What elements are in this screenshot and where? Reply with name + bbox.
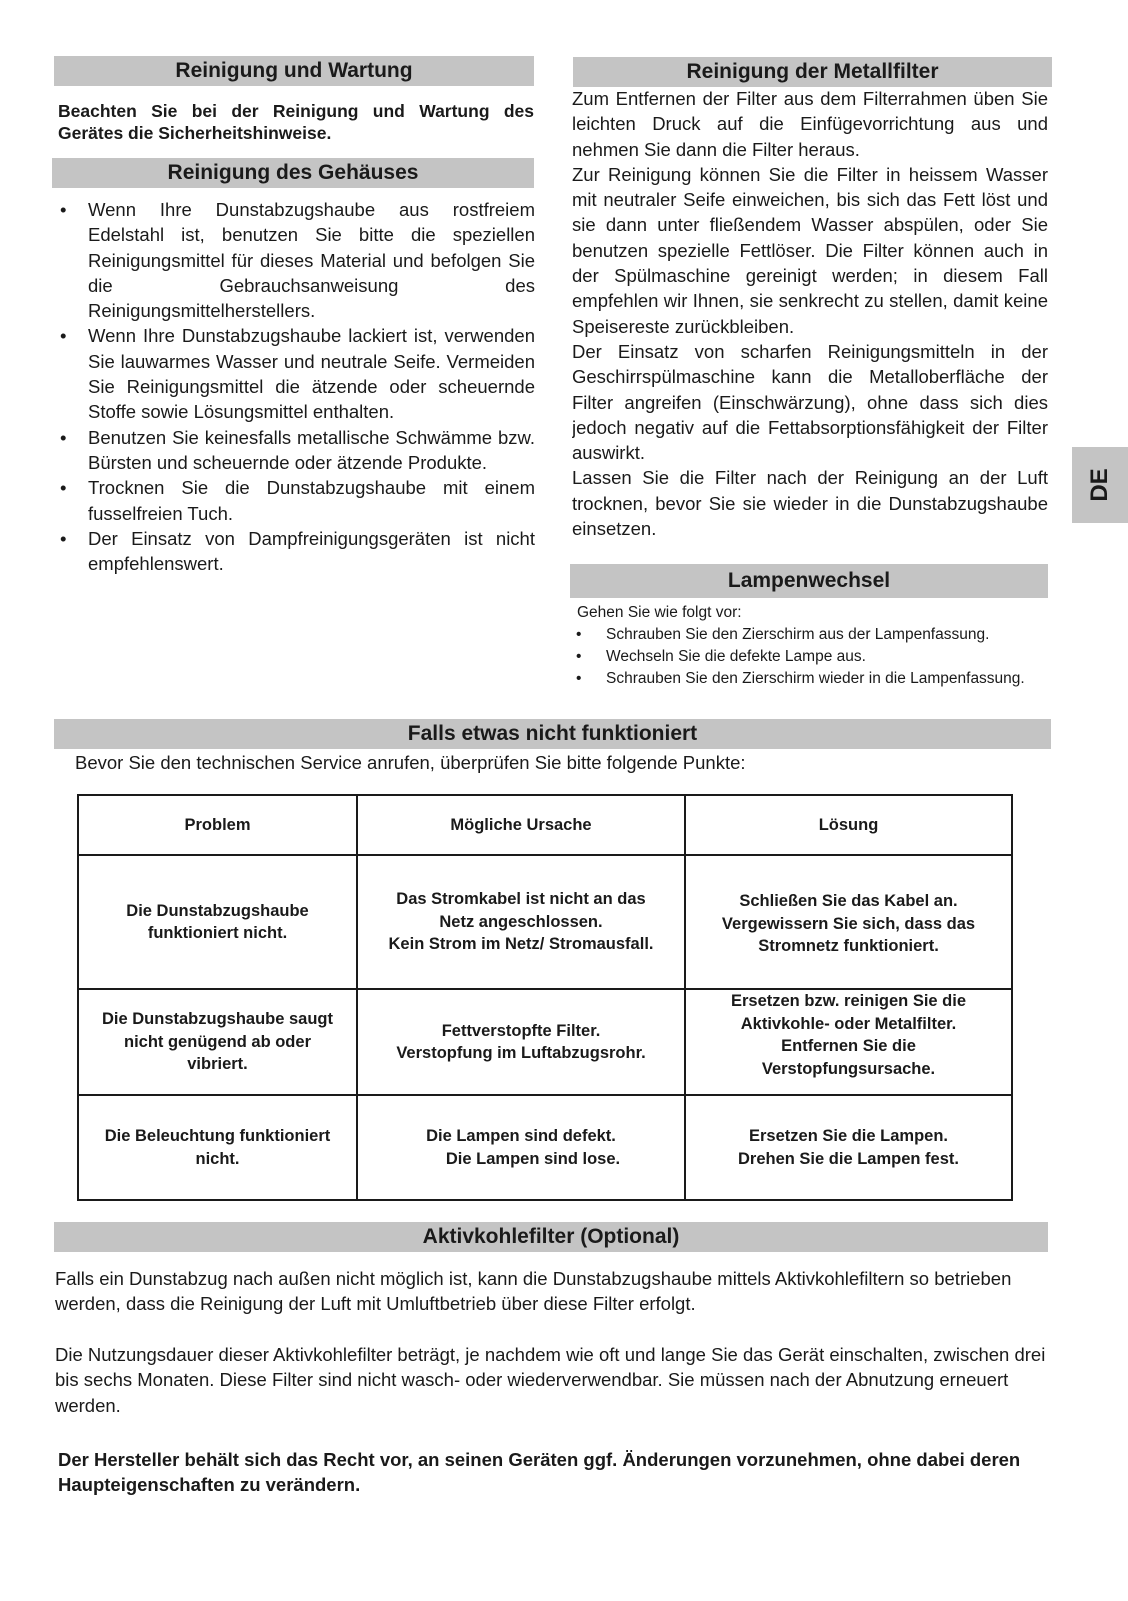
carbon-paragraph-2: Die Nutzungsdauer dieser Aktivkohlefilter beträgt, je nachdem wie oft und lange Sie das Gerät einschalten, zwischen drei bis sechs Monaten. Diese Filter sind nicht wasch- oder wiederverwendbar. Sie müssen nach der Abnutzung erneuert werden. [55,1344,1046,1416]
list-item: • Wechseln Sie die defekte Lampe aus. [576,648,866,665]
lamp-steps-list [576,624,1052,690]
paragraph: Lassen Sie die Filter nach der Reinigung an der Luft trocknen, bevor Sie sie wieder in die Dunstabzugshaube einsetzen. [572,467,1048,540]
problem-cell: Die Dunstabzugshaube funktioniert nicht. [78,855,357,989]
list-item: • Der Einsatz von Dampfreinigungsgeräten ist nicht empfehlenswert. [60,527,535,575]
list-item: • Trocknen Sie die Dunstabzugshaube mit einem fusselfreien Tuch. [60,477,535,524]
column-header-cause: Mögliche Ursache [357,795,685,855]
table-row [78,989,1012,1095]
list-item: • Wenn Ihre Dunstabzugshaube lackiert ist, verwenden Sie lauwarmes Wasser und neutrale Seife. Vermeiden Sie Reinigungsmittel die ätzende oder scheuernde Stoffe sowie Lösungsmittel enthalten. [60,325,535,423]
safety-notice: Beachten Sie bei der Reinigung und Wartung des Gerätes die Sicherheitshinweise. [58,101,534,143]
column-header-solution: Lösung [685,795,1012,855]
language-tab-label: DE [1086,468,1113,502]
housing-cleaning-list [56,197,535,576]
lamp-intro: Gehen Sie wie folgt vor: [577,604,742,621]
metal-filter-text [572,86,1048,562]
problem-cell: Die Beleuchtung funktioniert nicht. [78,1095,357,1200]
paragraph: Zur Reinigung können Sie die Filter in heissem Wasser mit neutraler Seife einweichen, bis sich das Fett löst und sie dann unter fließendem Wasser abspülen, oder Sie benutzen spezielle Fettlöser. Die Filter können auch in der Spülmaschine gereinigt werden; in diesem Fall empfehlen wir Ihnen, sie senkrecht zu stellen, damit keine Speisereste zurückbleiben. [572,163,1048,337]
paragraph: Zum Entfernen der Filter aus dem Filterrahmen üben Sie leichten Druck auf die Einfügevorrichtung aus und nehmen Sie dann die Filter heraus. [572,88,1048,160]
list-item: • Wenn Ihre Dunstabzugshaube aus rostfreiem Edelstahl ist, benutzen Sie bitte die speziellen Reinigungsmittel für dieses Material und befolgen Sie die Gebrauchsanweisung des Reinigungsmittelherstellers. [60,199,535,322]
cause-cell: Das Stromkabel ist nicht an das Netz angeschlossen. Kein Strom im Netz/ Stromausfall. [357,855,685,989]
paragraph: Der Einsatz von scharfen Reinigungsmitteln in der Geschirrspülmaschine kann die Metalloberfläche der Filter angreifen (Einschwärzung), ohne dass sich dies jedoch negativ auf die Fettabsorptionsfähigkeit der Filter auswirkt. [572,340,1048,464]
cause-cell: Fettverstopfte Filter. Verstopfung im Luftabzugsrohr. [357,989,685,1095]
troubleshooting-table [77,794,1013,1201]
section-header-housing-cleaning: Reinigung des Gehäuses [52,158,534,188]
troubleshooting-intro: Bevor Sie den technischen Service anrufen, überprüfen Sie bitte folgende Punkte: [75,752,746,773]
table-row [78,1095,1012,1200]
solution-cell: Ersetzen bzw. reinigen Sie die Aktivkohle- oder Metalfilter. Entfernen Sie die Verstopfungsursache. [685,989,1012,1095]
carbon-paragraph-1: Falls ein Dunstabzug nach außen nicht möglich ist, kann die Dunstabzugshaube mittels Aktivkohlefiltern so betrieben werden, dass die Reinigung der Luft mit Umluftbetrieb über diese Filter erfolgt. [55,1268,1012,1315]
list-item: • Schrauben Sie den Zierschirm wieder in die Lampenfassung. [576,670,1025,687]
language-tab [1072,447,1128,523]
column-header-problem: Problem [78,795,357,855]
list-item: • Schrauben Sie den Zierschirm aus der Lampenfassung. [576,626,990,643]
solution-cell: Schließen Sie das Kabel an. Vergewissern Sie sich, dass das Stromnetz funktioniert. [685,855,1012,989]
section-header-troubleshooting: Falls etwas nicht funktioniert [54,719,1051,749]
section-header-lamp-change: Lampenwechsel [570,564,1048,598]
table-header-row [78,795,1012,855]
manufacturer-notice: Der Hersteller behält sich das Recht vor, an seinen Geräten ggf. Änderungen vorzunehmen, ohne dabei deren Haupteigenschaften zu verändern. [58,1449,1021,1495]
table-row [78,855,1012,989]
solution-cell: Ersetzen Sie die Lampen. Drehen Sie die Lampen fest. [685,1095,1012,1200]
cause-cell: Die Lampen sind defekt. Die Lampen sind lose. [357,1095,685,1200]
section-header-cleaning-maintenance: Reinigung und Wartung [54,56,534,86]
section-header-carbon-filter: Aktivkohlefilter (Optional) [54,1222,1048,1252]
list-item: • Benutzen Sie keinesfalls metallische Schwämme bzw. Bürsten und scheuernde oder ätzende Produkte. [60,426,535,473]
section-header-metal-filter: Reinigung der Metallfilter [573,57,1052,87]
problem-cell: Die Dunstabzugshaube saugt nicht genügend ab oder vibriert. [78,989,357,1095]
